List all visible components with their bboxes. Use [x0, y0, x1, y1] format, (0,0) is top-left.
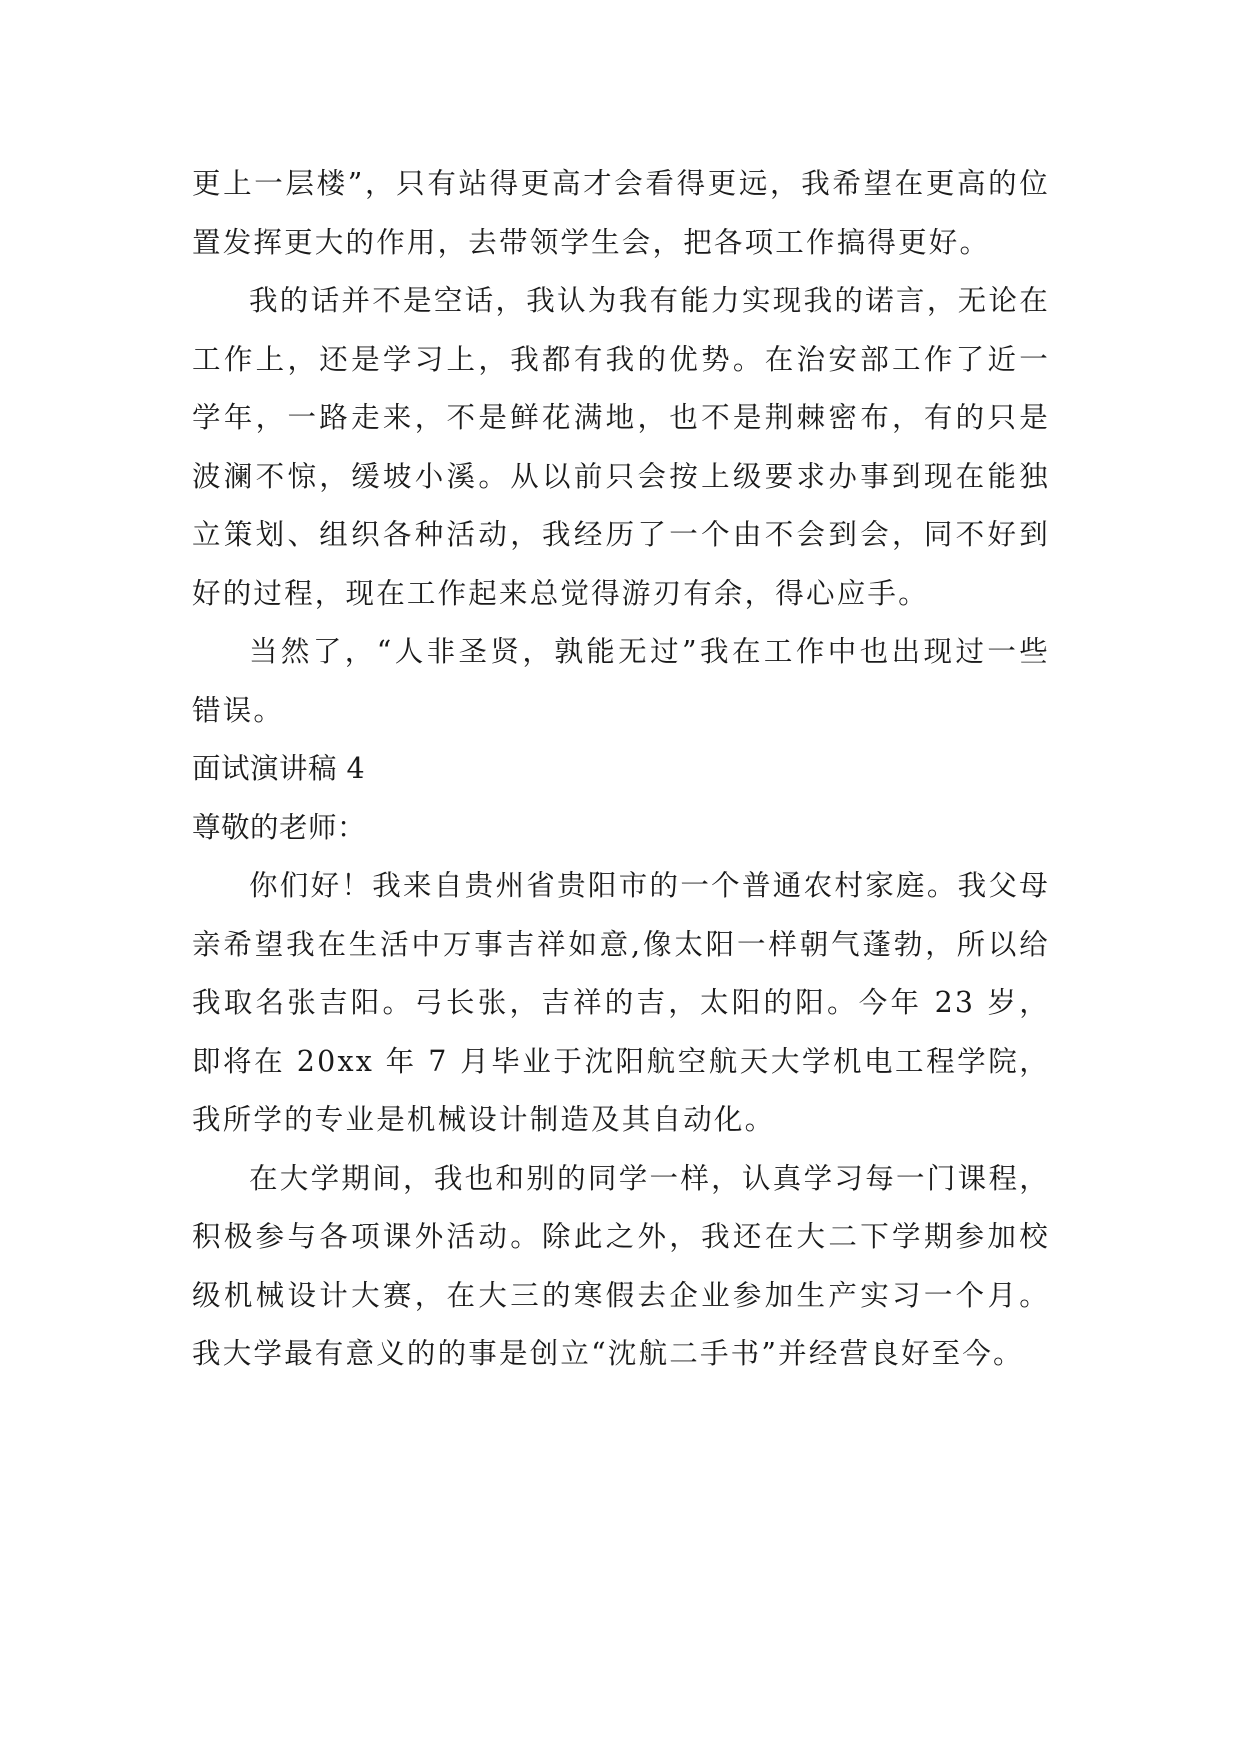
- paragraph-continuation: 更上一层楼”，只有站得更高才会看得更远，我希望在更高的位置发挥更大的作用，去带领学生会，把各项工作搞得更好。: [192, 167, 1050, 259]
- paragraph-mistakes: 当然了，“人非圣贤，孰能无过”我在工作中也出现过一些错误。: [192, 635, 1050, 727]
- paragraph-university: 在大学期间，我也和别的同学一样，认真学习每一门课程，积极参与各项课外活动。除此之外，我还在大二下学期参加校级机械设计大赛，在大三的寒假去企业参加生产实习一个月。我大学最有意义的的事是创立“沈航二手书”并经营良好至今。: [192, 1161, 1050, 1370]
- salutation: 尊敬的老师：: [192, 810, 367, 844]
- paragraph-introduction: 你们好！我来自贵州省贵阳市的一个普通农村家庭。我父母亲希望我在生活中万事吉祥如意,像太阳一样朝气蓬勃，所以给我取名张吉阳。弓长张，吉祥的吉，太阳的阳。今年 23 岁，即将在 20xx 年 7 月毕业于沈阳航空航天大学机电工程学院，我所学的专业是机械设计制造及其自动化。: [192, 869, 1050, 1136]
- paragraph-advantages: 我的话并不是空话，我认为我有能力实现我的诺言，无论在工作上，还是学习上，我都有我的优势。在治安部工作了近一学年，一路走来，不是鲜花满地，也不是荆棘密布，有的只是波澜不惊，缓坡小溪。从以前只会按上级要求办事到现在能独立策划、组织各种活动，我经历了一个由不会到会，同不好到好的过程，现在工作起来总觉得游刃有余，得心应手。: [192, 284, 1050, 610]
- document-body: [192, 155, 1050, 1384]
- section-title: 面试演讲稿 4: [192, 752, 366, 785]
